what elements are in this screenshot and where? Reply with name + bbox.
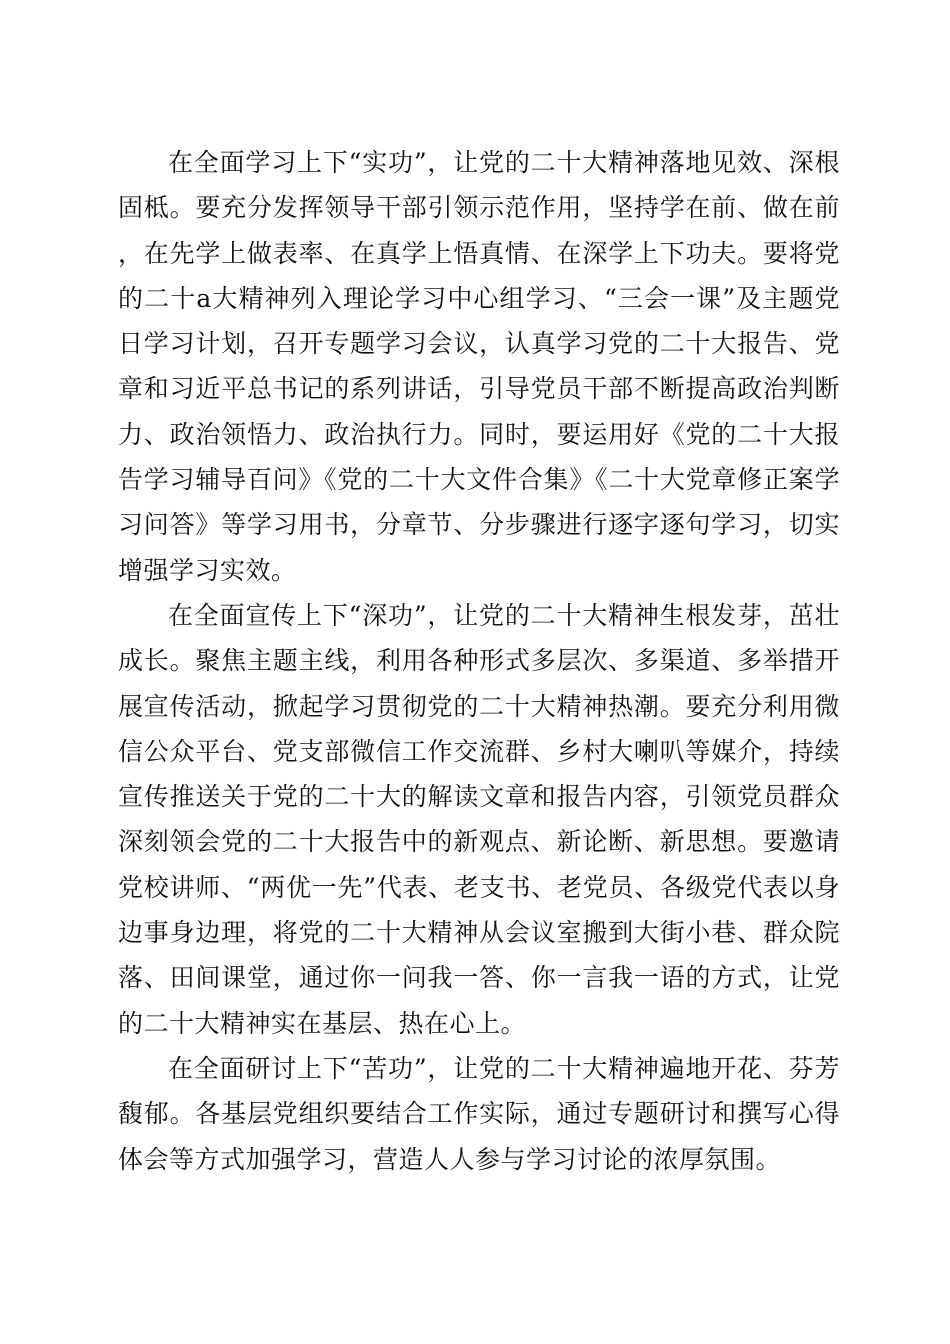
paragraph-publicity: 在全面宣传上下“深功”，让党的二十大精神生根发芽，茁壮成长。聚焦主题主线，利用各种形式多层次、多渠道、多举措开展宣传活动，掀起学习贯彻党的二十大精神热潮。要充分利用微信公众平台、党支部微信工作交流群、乡村大喇叭等媒介，持续宣传推送关于党的二十大的解读文章和报告内容，引领党员群众深刻领会党的二十大报告中的新观点、新论断、新思想。要邀请党校讲师、“两优一先”代表、老支书、老党员、各级党代表以身边事身边理，将党的二十大精神从会议室搬到大街小巷、群众院落、田间课堂，通过你一问我一答、你一言我一语的方式，让党的二十大精神实在基层、热在心上。 xyxy=(118,600,840,1038)
paragraph-study: 在全面学习上下“实功”，让党的二十大精神落地见效、深根固柢。要充分发挥领导干部引领示范作用，坚持学在前、做在前，在先学上做表率、在真学上悟真情、在深学上下功夫。要将党的二十a大精神列入理论学习中心组学习、“三会一课”及主题党日学习计划，召开专题学习会议，认真学习党的二十大报告、党章和习近平总书记的系列讲话，引导党员干部不断提高政治判断力、政治领悟力、政治执行力。同时，要运用好《党的二十大报告学习辅导百问》《党的二十大文件合集》《二十大党章修正案学习问答》等学习用书，分章节、分步骤进行逐字逐句学习，切实增强学习实效。 xyxy=(118,148,840,585)
paragraph-discussion: 在全面研讨上下“苦功”，让党的二十大精神遍地开花、芬芳馥郁。各基层党组织要结合工作实际，通过专题研讨和撰写心得体会等方式加强学习，营造人人参与学习讨论的浓厚氛围。 xyxy=(118,1053,840,1174)
document-body xyxy=(118,140,840,1182)
